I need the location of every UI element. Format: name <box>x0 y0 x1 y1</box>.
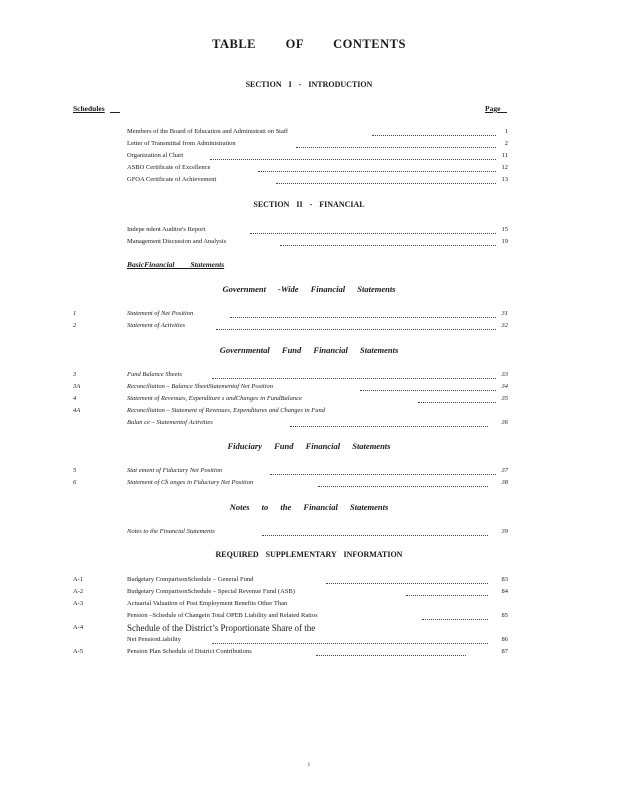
toc-entry <box>0 369 618 381</box>
leader-dots <box>262 535 488 536</box>
header-rule <box>110 112 120 113</box>
toc-entry <box>0 465 618 477</box>
toc-entry-page: 86 <box>501 636 508 643</box>
leader-dots <box>290 426 488 427</box>
toc-entry-label: Pension –Schedule of Changein Total OPEB Liability and Related Ratios <box>127 612 318 619</box>
toc-entry-page: 84 <box>501 588 508 595</box>
leader-dots <box>406 595 488 596</box>
toc-entry <box>0 574 618 586</box>
leader-dots <box>210 159 496 160</box>
toc-entry-label: Net PensionLiability <box>127 636 181 643</box>
schedule-number: A-1 <box>73 576 84 583</box>
toc-entry-page: 32 <box>501 322 508 329</box>
schedule-number: 4A <box>73 407 81 414</box>
toc-entry-page: 39 <box>501 528 508 535</box>
toc-entry-page: 1 <box>504 128 508 135</box>
toc-entry-page: 33 <box>501 371 508 378</box>
toc-entry <box>0 646 618 658</box>
schedule-number: 2 <box>73 322 77 329</box>
section-intro-heading: SECTION I - INTRODUCTION <box>245 80 373 89</box>
page-title: TABLE OF CONTENTS <box>212 37 406 51</box>
toc-entry-label: Balan ce – Statementof Activities <box>127 419 213 426</box>
toc-entry-label: Reconciliation – Statement of Revenues, Expenditures and Changes in Fund <box>127 407 325 414</box>
toc-entry-label: Indepe ndent Auditor's Report <box>127 226 206 233</box>
schedule-number: 5 <box>73 467 77 474</box>
toc-entry <box>0 236 618 248</box>
toc-entry <box>0 586 618 598</box>
leader-dots <box>276 183 496 184</box>
toc-entry <box>0 138 618 150</box>
toc-entry-page: 13 <box>501 176 508 183</box>
toc-entry <box>0 598 618 610</box>
toc-entry <box>0 162 618 174</box>
schedules-header: Schedules <box>73 104 105 113</box>
section-financial-heading: SECTION II - FINANCIAL <box>253 200 365 209</box>
page-header: Page <box>485 104 501 113</box>
leader-dots <box>250 233 496 234</box>
toc-entry <box>0 622 618 634</box>
page-number-footer: i <box>308 762 310 768</box>
toc-entry-page: 12 <box>501 164 508 171</box>
leader-dots <box>422 619 488 620</box>
toc-entry-page: 85 <box>501 612 508 619</box>
schedule-number: A-3 <box>73 600 84 607</box>
leader-dots <box>212 643 488 644</box>
toc-entry-label: Pension Plan Schedule of District Contributions <box>127 648 252 655</box>
governmental-heading: Governmental Fund Financial Statements <box>219 345 399 355</box>
toc-entry-page: 34 <box>501 383 508 390</box>
toc-entry-label: Management Discussion and Analysis <box>127 238 227 245</box>
toc-entry-label: Statement of Ch anges in Fiduciary Net Position <box>127 479 254 486</box>
header-rule <box>497 112 507 113</box>
toc-entry <box>0 308 618 320</box>
leader-dots <box>258 171 496 172</box>
leader-dots <box>296 147 496 148</box>
toc-entry-label: Organization al Chart <box>127 152 184 159</box>
toc-entry-label: Statement of Net Position <box>127 310 194 317</box>
gov-wide-heading: Government -Wide Financial Statements <box>222 284 396 294</box>
toc-entry <box>0 526 618 538</box>
toc-entry <box>0 150 618 162</box>
toc-entry-label: Fund Balance Sheets <box>127 371 182 378</box>
toc-entry-label: Actuarial Valuation of Post Employment Benefits Other Than <box>127 600 288 607</box>
toc-entry-page: 37 <box>501 467 508 474</box>
toc-entry <box>0 381 618 393</box>
toc-entry <box>0 224 618 236</box>
schedule-number: A-4 <box>73 624 84 631</box>
schedule-number: 3A <box>73 383 81 390</box>
toc-entry <box>0 393 618 405</box>
toc-entry-label: Schedule of the District’s Proportionate Share of the <box>127 623 316 633</box>
toc-entry-label: GFOA Certificate of Achievement <box>127 176 217 183</box>
toc-entry-page: 83 <box>501 576 508 583</box>
toc-entry <box>0 320 618 332</box>
basic-financial-heading: BasicFinancial Statements <box>127 260 225 269</box>
toc-entry-page: 31 <box>501 310 508 317</box>
toc-entry <box>0 405 618 417</box>
toc-entry-label: Budgetary ComparisonSchedule – Special Revenue Fund (ASB) <box>127 588 295 595</box>
toc-entry <box>0 174 618 186</box>
toc-entry-label: Statement of Revenues, Expenditure s andChanges in FundBalance <box>127 395 302 402</box>
section-rsi-heading: REQUIRED SUPPLEMENTARY INFORMATION <box>215 550 403 559</box>
notes-heading: Notes to the Financial Statements <box>229 502 389 512</box>
toc-entry-page: 15 <box>501 226 508 233</box>
toc-entry-page: 19 <box>501 238 508 245</box>
leader-dots <box>418 402 496 403</box>
toc-entry-label: Letter of Transmittal from Administration <box>127 140 236 147</box>
leader-dots <box>326 583 488 584</box>
leader-dots <box>230 317 496 318</box>
toc-entry-label: ASBO Certificate of Excellence <box>127 164 211 171</box>
leader-dots <box>216 329 496 330</box>
leader-dots <box>270 474 496 475</box>
toc-entry-label: Notes to the Financial Statements <box>127 528 215 535</box>
schedule-number: A-5 <box>73 648 84 655</box>
leader-dots <box>316 655 466 656</box>
toc-entry <box>0 477 618 489</box>
toc-entry-page: 35 <box>501 395 508 402</box>
toc-entry <box>0 610 618 622</box>
leader-dots <box>360 390 496 391</box>
toc-entry <box>0 126 618 138</box>
toc-entry-label: Reconciliation – Balance SheetStatementof Net Position <box>127 383 274 390</box>
fiduciary-heading: Fiduciary Fund Financial Statements <box>227 441 391 451</box>
toc-entry-label: Stat ement of Fiduciary Net Position <box>127 467 223 474</box>
schedule-number: 3 <box>73 371 77 378</box>
toc-entry-label: Statement of Activities <box>127 322 186 329</box>
schedule-number: A-2 <box>73 588 84 595</box>
leader-dots <box>372 135 496 136</box>
leader-dots <box>212 378 496 379</box>
schedule-number: 1 <box>73 310 77 317</box>
leader-dots <box>280 245 496 246</box>
toc-entry <box>0 417 618 429</box>
toc-entry-page: 87 <box>501 648 508 655</box>
toc-entry-page: 2 <box>504 140 508 147</box>
leader-dots <box>318 486 488 487</box>
toc-entry <box>0 634 618 646</box>
schedule-number: 6 <box>73 479 77 486</box>
schedule-number: 4 <box>73 395 77 402</box>
toc-entry-page: 11 <box>501 152 508 159</box>
toc-entry-page: 38 <box>501 479 508 486</box>
toc-entry-label: Members of the Board of Education and Administrati on Staff <box>127 128 289 135</box>
toc-entry-label: Budgetary ComparisonSchedule – General Fund <box>127 576 254 583</box>
toc-entry-page: 36 <box>501 419 508 426</box>
